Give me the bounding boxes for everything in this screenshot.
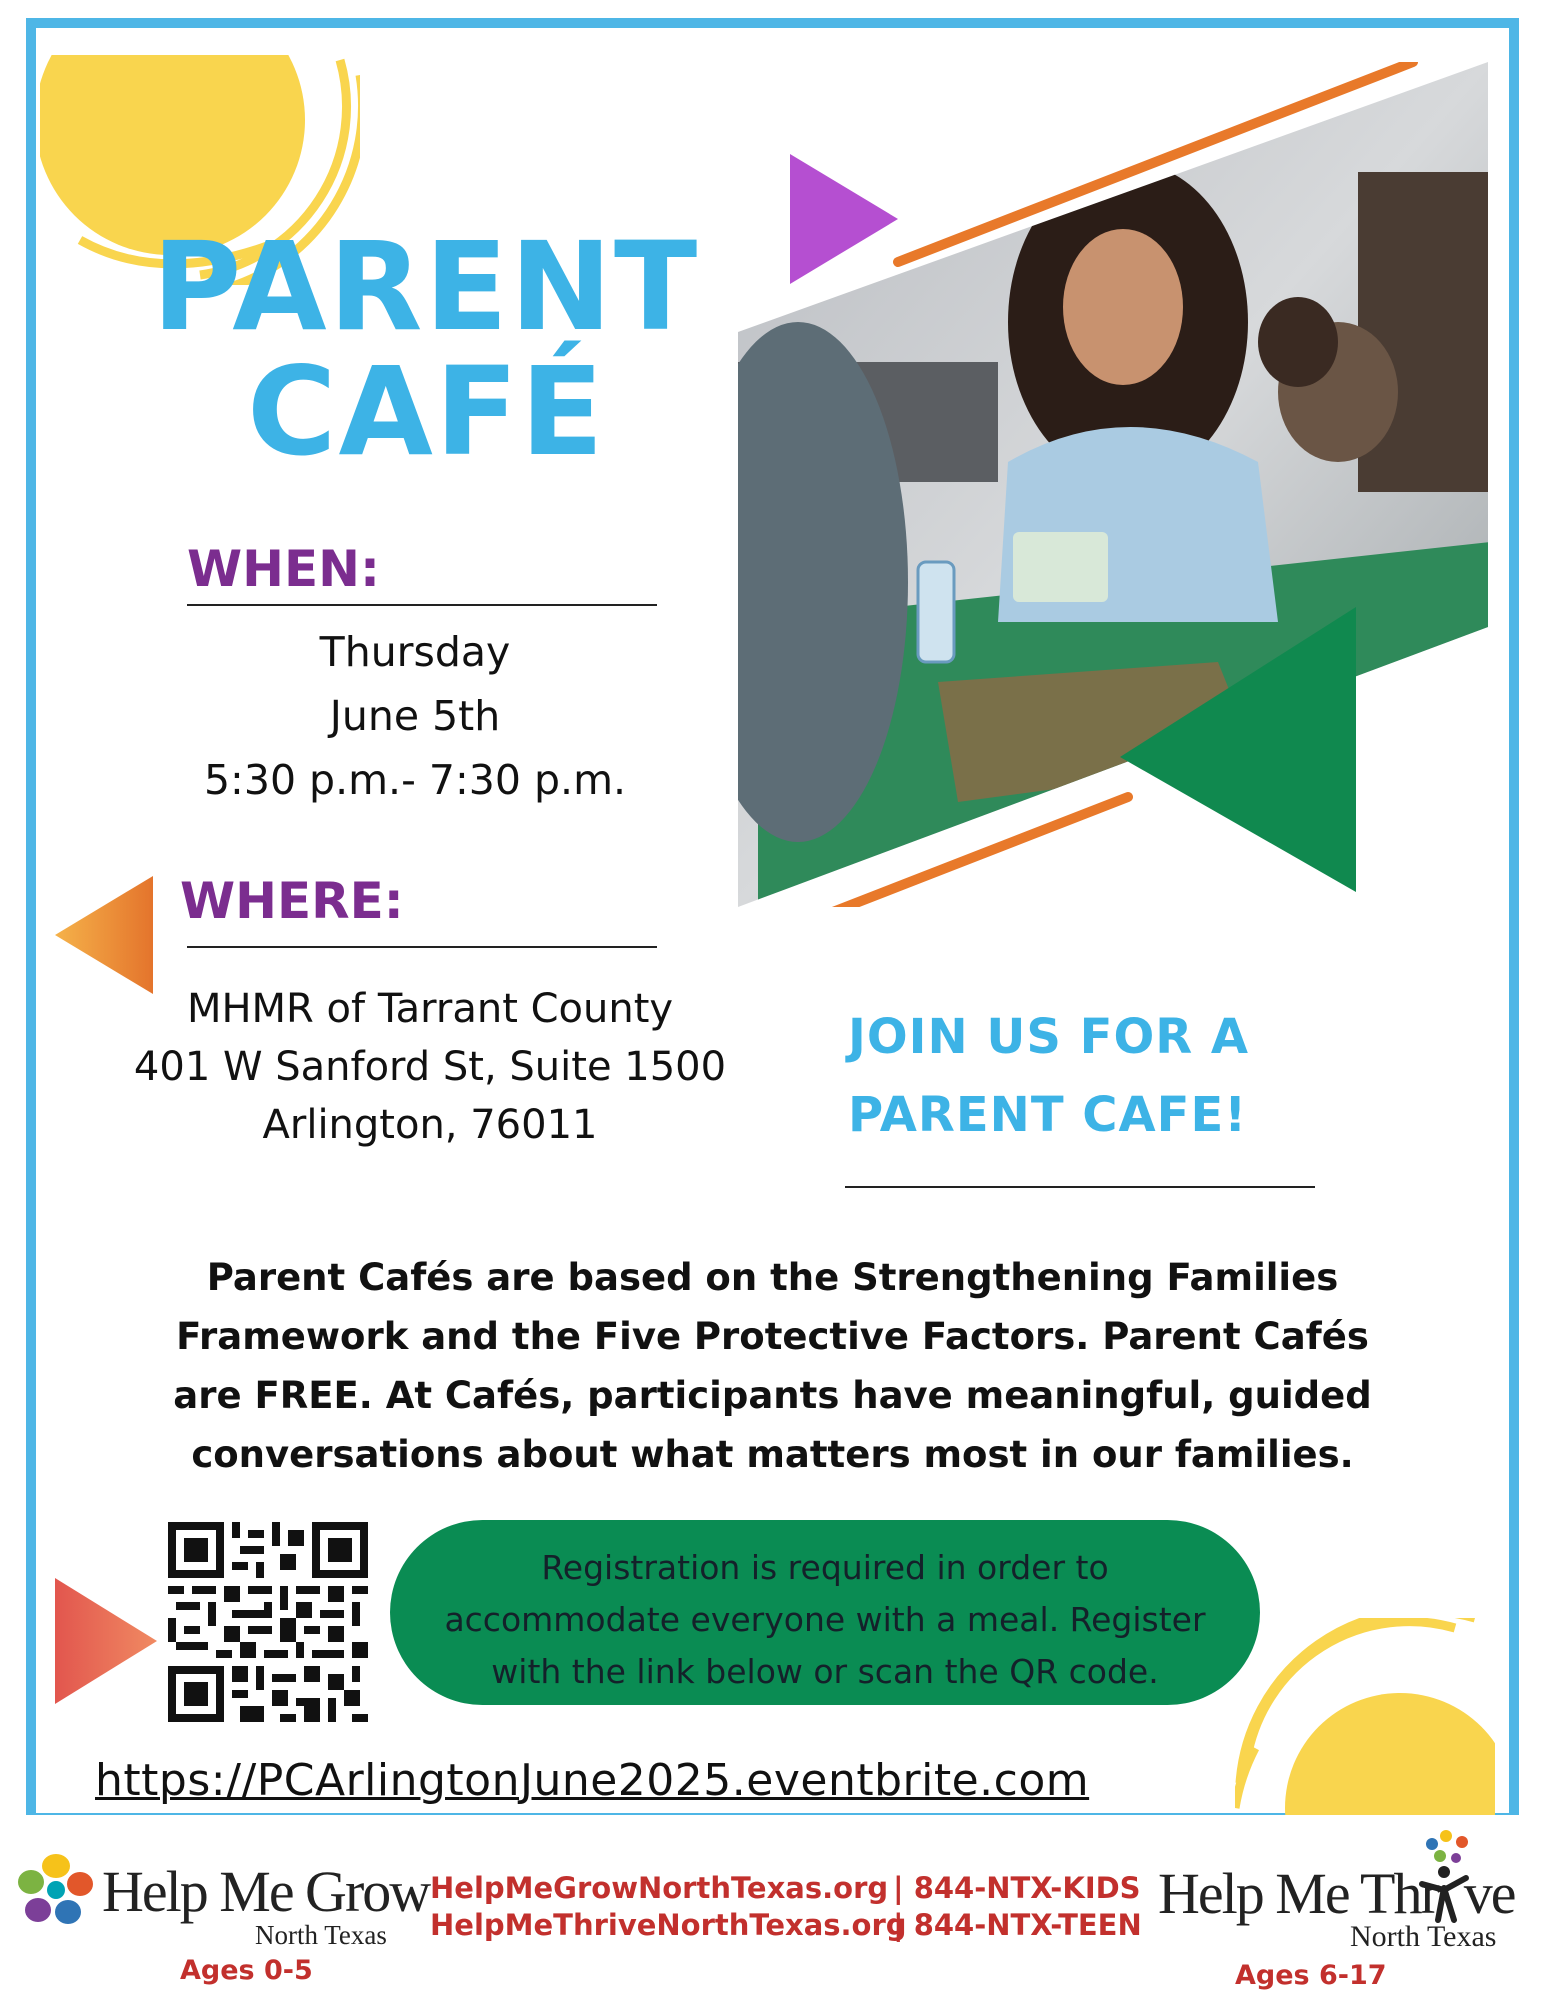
parent-photo xyxy=(738,62,1490,907)
footer-websites xyxy=(430,1870,907,1944)
help-me-thrive-phone: | 844-NTX-TEEN xyxy=(893,1908,1142,1942)
red-triangle-decoration xyxy=(55,1578,157,1704)
help-me-grow-phone: | 844-NTX-KIDS xyxy=(893,1871,1141,1905)
description-line-2: Framework and the Five Protective Factors. Parent Cafés xyxy=(176,1315,1369,1358)
venue-city: Arlington, 76011 xyxy=(262,1102,598,1148)
help-me-thrive-figure-icon xyxy=(1410,1828,1480,1924)
orange-triangle-decoration xyxy=(55,876,155,994)
purple-triangle-decoration xyxy=(790,154,898,284)
thrive-name-part-1: Help Me Thr xyxy=(1158,1861,1438,1926)
registration-line-1: Registration is required in order to xyxy=(541,1548,1109,1587)
venue-street: 401 W Sanford St, Suite 1500 xyxy=(133,1044,727,1090)
when-details xyxy=(150,620,680,812)
description-line-1: Parent Cafés are based on the Strengthening Families xyxy=(206,1256,1339,1299)
footer-phones xyxy=(893,1870,1142,1944)
qr-code[interactable] xyxy=(168,1522,368,1722)
eventbrite-link[interactable]: https://PCArlingtonJune2025.eventbrite.com xyxy=(95,1755,1090,1806)
where-heading: WHERE: xyxy=(180,872,404,930)
page-title xyxy=(152,216,712,483)
help-me-thrive-website[interactable]: HelpMeThriveNorthTexas.org xyxy=(430,1908,907,1942)
venue-name: MHMR of Tarrant County xyxy=(186,986,674,1032)
registration-notice xyxy=(390,1520,1260,1705)
description-line-3: are FREE. At Cafés, participants have meaningful, guided xyxy=(173,1374,1372,1417)
help-me-grow-website[interactable]: HelpMeGrowNorthTexas.org xyxy=(430,1871,889,1905)
join-divider xyxy=(845,1186,1315,1188)
registration-line-2: accommodate everyone with a meal. Register xyxy=(444,1600,1206,1639)
event-description xyxy=(110,1248,1435,1484)
help-me-grow-flower-icon xyxy=(18,1850,94,1928)
help-me-grow-logo-text: Help Me Grow xyxy=(102,1859,430,1924)
when-heading: WHEN: xyxy=(187,540,380,598)
sun-decoration-bottom xyxy=(1235,1618,1495,1818)
when-divider xyxy=(187,604,657,606)
help-me-grow-region: North Texas xyxy=(255,1920,387,1950)
thrive-name-part-2: ve xyxy=(1463,1861,1515,1926)
join-line-2: PARENT CAFE! xyxy=(848,1087,1248,1143)
event-day: Thursday xyxy=(319,628,511,676)
title-line-2: CAFÉ xyxy=(247,341,606,483)
join-line-1: JOIN US FOR A xyxy=(848,1009,1250,1065)
help-me-thrive-ages: Ages 6-17 xyxy=(1235,1960,1387,1991)
registration-line-3: with the link below or scan the QR code. xyxy=(491,1652,1159,1691)
join-callout xyxy=(848,998,1368,1154)
description-line-4: conversations about what matters most in our families. xyxy=(191,1433,1354,1476)
help-me-grow-ages: Ages 0-5 xyxy=(180,1955,313,1986)
event-date: June 5th xyxy=(329,692,501,740)
photo-collage xyxy=(738,62,1490,907)
event-time: 5:30 p.m.- 7:30 p.m. xyxy=(203,756,627,804)
where-details xyxy=(110,980,750,1154)
where-divider xyxy=(187,946,657,948)
title-line-1: PARENT xyxy=(152,216,700,358)
help-me-thrive-region: North Texas xyxy=(1350,1920,1497,1953)
